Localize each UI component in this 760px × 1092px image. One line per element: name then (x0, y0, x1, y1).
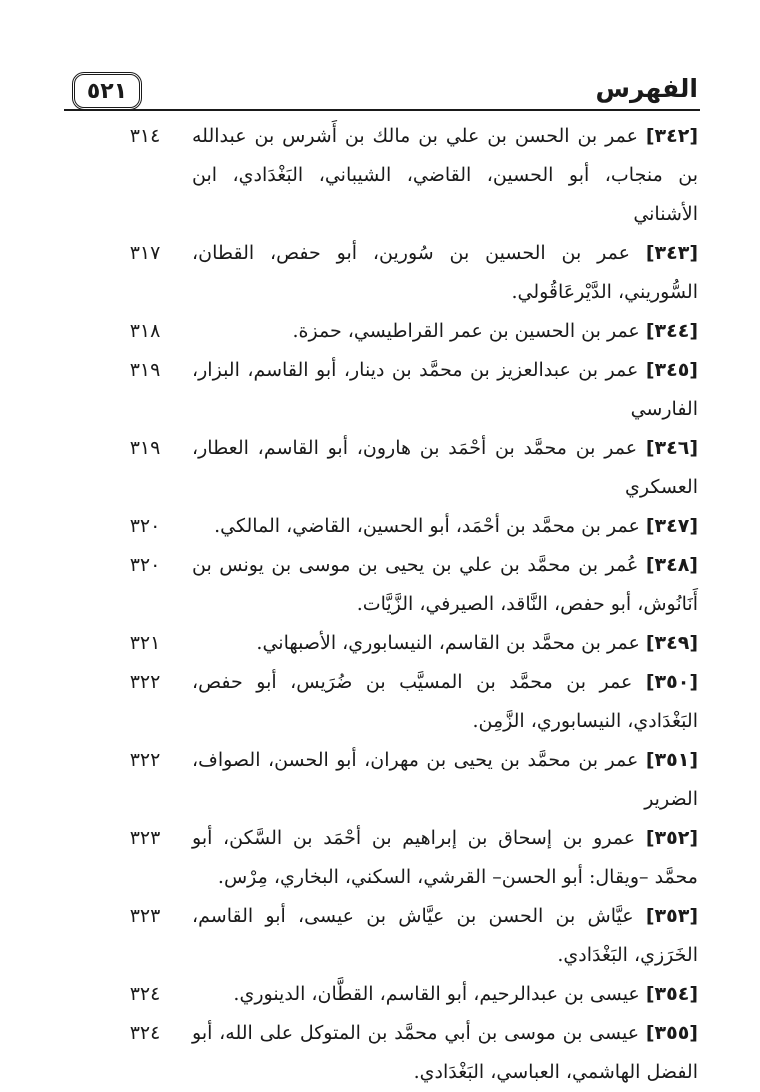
index-entry (0, 624, 760, 663)
entry-name: عمر بن الحسين بن عمر القراطيسي، حمزة. (292, 320, 640, 342)
index-entry (0, 351, 760, 429)
entry-name: عيسى بن عبدالرحيم، أبو القاسم، القطَّان، الدينوري. (233, 983, 640, 1005)
entry-page-number: ٣٢٣ (129, 905, 161, 927)
entry-number: [٣٥٢] (645, 827, 698, 849)
entry-text (192, 819, 698, 897)
entry-name: عمر بن محمَّد بن يحيى بن مهران، أبو الحسن، الصواف، الضرير (192, 749, 698, 810)
entry-number: [٣٤٩] (645, 632, 698, 654)
entry-number: [٣٤٨] (645, 554, 698, 576)
index-entry (0, 507, 760, 546)
entry-number: [٣٤٦] (645, 437, 698, 459)
entry-name: عمرو بن إسحاق بن إبراهيم بن أحْمَد بن السَّكن، أبو محمَّد –ويقال: أبو الحسن– القرشي، السكني، البخاري، مِرْس. (192, 827, 698, 888)
entry-number: [٣٥٥] (645, 1022, 698, 1044)
entry-page-number: ٣١٤ (129, 125, 161, 147)
index-entry (0, 546, 760, 624)
entry-name: عمر بن محمَّد بن المسيَّب بن ضُرَيس، أبو حفص، البَغْدَادي، النيسابوري، الزَّمِن. (192, 671, 698, 732)
entry-page-number: ٣٢١ (129, 632, 161, 654)
index-entry (0, 429, 760, 507)
header-divider (64, 109, 700, 111)
entry-text (192, 897, 698, 975)
entry-page-number: ٣٢٢ (129, 749, 161, 771)
entry-name: عيَّاش بن الحسن بن عيَّاش بن عيسى، أبو القاسم، الخَرَزي، البَغْدَادي. (192, 905, 698, 966)
entry-name: عمر بن محمَّد بن القاسم، النيسابوري، الأصبهاني. (256, 632, 640, 654)
entry-number: [٣٥٣] (645, 905, 698, 927)
entry-page-number: ٣٢٠ (129, 515, 161, 537)
index-entry (0, 312, 760, 351)
entry-text (192, 429, 698, 507)
entry-number: [٣٥١] (645, 749, 698, 771)
entry-text (192, 507, 698, 546)
index-entry (0, 741, 760, 819)
entry-text (192, 312, 698, 351)
entry-number: [٣٤٥] (645, 359, 698, 381)
entry-page-number: ٣٢٠ (129, 554, 161, 576)
entry-page-number: ٣١٧ (129, 242, 161, 264)
index-entry (0, 234, 760, 312)
entry-text (192, 351, 698, 429)
entry-text (192, 624, 698, 663)
entry-name: عمر بن عبدالعزيز بن محمَّد بن دينار، أبو القاسم، البزار، الفارسي (192, 359, 698, 420)
entry-number: [٣٤٤] (645, 320, 698, 342)
entry-page-number: ٣٢٢ (129, 671, 161, 693)
entry-number: [٣٥٤] (645, 983, 698, 1005)
entry-name: عيسى بن موسى بن أبي محمَّد بن المتوكل على الله، أبو الفضل الهاشمي، العباسي، البَغْدَادي. (192, 1022, 698, 1083)
entry-page-number: ٣١٨ (129, 320, 161, 342)
entry-page-number: ٣٢٣ (129, 827, 161, 849)
entry-page-number: ٣٢٤ (129, 983, 161, 1005)
index-entry (0, 663, 760, 741)
page-number: ٥٢١ (72, 72, 142, 110)
entry-number: [٣٤٣] (645, 242, 698, 264)
entry-text (192, 234, 698, 312)
index-entry (0, 1014, 760, 1092)
page-header-title: الفهرس (595, 74, 698, 103)
entry-name: عمر بن محمَّد بن أحْمَد بن هارون، أبو القاسم، العطار، العسكري (192, 437, 698, 498)
index-entry (0, 117, 760, 234)
entry-name: عُمر بن محمَّد بن علي بن يحيى بن موسى بن يونس بن أَنَانُوش، أبو حفص، النَّاقد، الصيرفي، الزَّيَّات. (192, 554, 698, 615)
entry-text (192, 741, 698, 819)
entry-page-number: ٣١٩ (129, 437, 161, 459)
index-entries (0, 117, 760, 1092)
entry-name: عمر بن الحسين بن سُورين، أبو حفص، القطان، السُّوريني، الدَّيْرعَاقُولي. (192, 242, 698, 303)
entry-name: عمر بن الحسن بن علي بن مالك بن أَشرس بن عبدالله بن منجاب، أبو الحسين، القاضي، الشيباني، البَغْدَادي، ابن الأشناني (192, 125, 698, 225)
entry-number: [٣٤٢] (645, 125, 698, 147)
entry-text (192, 975, 698, 1014)
entry-text (192, 546, 698, 624)
entry-name: عمر بن محمَّد بن أحْمَد، أبو الحسين، القاضي، المالكي. (214, 515, 640, 537)
index-entry (0, 897, 760, 975)
entry-text (192, 1014, 698, 1092)
entry-number: [٣٥٠] (645, 671, 698, 693)
index-entry (0, 975, 760, 1014)
entry-page-number: ٣٢٤ (129, 1022, 161, 1044)
entry-page-number: ٣١٩ (129, 359, 161, 381)
entry-text (192, 663, 698, 741)
index-entry (0, 819, 760, 897)
entry-text (192, 117, 698, 234)
entry-number: [٣٤٧] (645, 515, 698, 537)
